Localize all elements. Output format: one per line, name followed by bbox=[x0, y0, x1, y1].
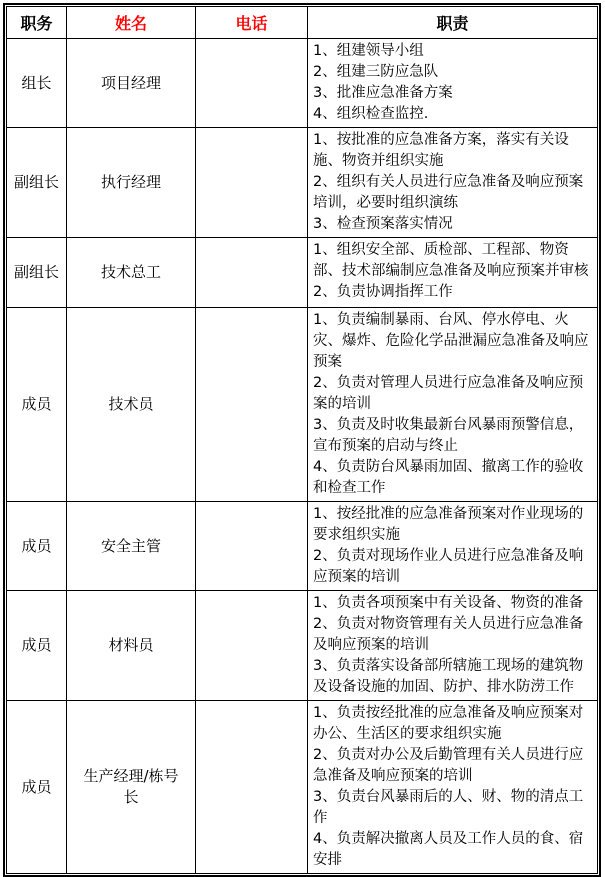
position-cell: 成员 bbox=[7, 308, 67, 502]
phone-cell bbox=[196, 701, 308, 874]
duty-item: 1、负责编制暴雨、台风、停水停电、火灾、爆炸、危险化学品泄漏应急准备及响应预案 bbox=[313, 312, 589, 370]
phone-cell bbox=[196, 39, 308, 128]
table-row bbox=[7, 39, 598, 128]
position-cell: 成员 bbox=[7, 591, 67, 701]
duty-item: 2、负责对物资管理有关人员进行应急准备及响应预案的培训 bbox=[313, 616, 584, 653]
duty-item: 3、负责落实设备部所辖施工现场的建筑物及设备设施的加固、防护、排水防涝工作 bbox=[313, 658, 584, 695]
duty-item: 3、负责台风暴雨后的人、财、物的清点工作 bbox=[313, 789, 584, 826]
header-position: 职务 bbox=[7, 7, 67, 39]
phone-cell bbox=[196, 308, 308, 502]
duty-item: 3、批准应急准备方案 bbox=[313, 85, 453, 101]
table-row bbox=[7, 128, 598, 238]
duty-item: 2、负责对办公及后勤管理有关人员进行应急准备及响应预案的培训 bbox=[313, 747, 584, 784]
duty-item: 2、负责对管理人员进行应急准备及响应预案的培训 bbox=[313, 375, 584, 412]
duties-cell bbox=[308, 308, 598, 502]
duty-item: 4、负责防台风暴雨加固、撤离工作的验收和检查工作 bbox=[313, 459, 584, 496]
table-row bbox=[7, 308, 598, 502]
table-row bbox=[7, 238, 598, 308]
table-row bbox=[7, 502, 598, 591]
phone-cell bbox=[196, 128, 308, 238]
name-cell: 执行经理 bbox=[67, 128, 196, 238]
duty-item: 1、组织安全部、质检部、工程部、物资部、技术部编制应急准备及响应预案并审核 bbox=[313, 242, 589, 279]
emergency-duty-table bbox=[6, 6, 598, 874]
duty-item: 2、组建三防应急队 bbox=[313, 64, 439, 80]
name-cell: 安全主管 bbox=[67, 502, 196, 591]
duties-cell bbox=[308, 39, 598, 128]
duty-item: 4、负责解决撤离人员及工作人员的食、宿安排 bbox=[313, 831, 584, 868]
duty-item: 4、组织检查监控. bbox=[313, 106, 429, 122]
emergency-duty-table-wrapper bbox=[3, 3, 601, 877]
duty-item: 3、检查预案落实情况 bbox=[313, 216, 453, 232]
position-cell: 成员 bbox=[7, 701, 67, 874]
duty-item: 1、按经批准的应急准备预案对作业现场的要求组织实施 bbox=[313, 506, 584, 543]
duty-item: 1、按批准的应急准备方案，落实有关设施、物资并组织实施 bbox=[313, 132, 569, 169]
header-phone: 电话 bbox=[196, 7, 308, 39]
header-name: 姓名 bbox=[67, 7, 196, 39]
phone-cell bbox=[196, 591, 308, 701]
duties-cell bbox=[308, 502, 598, 591]
name-cell: 材料员 bbox=[67, 591, 196, 701]
position-cell: 副组长 bbox=[7, 238, 67, 308]
duty-item: 2、负责对现场作业人员进行应急准备及响应预案的培训 bbox=[313, 548, 584, 585]
duties-cell bbox=[308, 591, 598, 701]
phone-cell bbox=[196, 502, 308, 591]
table-row bbox=[7, 591, 598, 701]
duties-cell bbox=[308, 128, 598, 238]
header-row bbox=[7, 7, 598, 39]
duty-item: 2、负责协调指挥工作 bbox=[313, 284, 453, 300]
duties-cell bbox=[308, 238, 598, 308]
duty-item: 1、组建领导小组 bbox=[313, 43, 424, 59]
duty-item: 1、负责各项预案中有关设备、物资的准备 bbox=[313, 595, 584, 611]
table-row bbox=[7, 701, 598, 874]
name-cell: 技术员 bbox=[67, 308, 196, 502]
duty-item: 3、负责及时收集最新台风暴雨预警信息，宣布预案的启动与终止 bbox=[313, 417, 584, 454]
position-cell: 副组长 bbox=[7, 128, 67, 238]
phone-cell bbox=[196, 238, 308, 308]
header-duty: 职责 bbox=[308, 7, 598, 39]
name-cell: 生产经理/栋号长 bbox=[67, 701, 196, 874]
name-cell: 技术总工 bbox=[67, 238, 196, 308]
duty-item: 1、负责按经批准的应急准备及响应预案对办公、生活区的要求组织实施 bbox=[313, 705, 584, 742]
duty-item: 2、组织有关人员进行应急准备及响应预案培训，必要时组织演练 bbox=[313, 174, 584, 211]
position-cell: 成员 bbox=[7, 502, 67, 591]
name-cell: 项目经理 bbox=[67, 39, 196, 128]
duties-cell bbox=[308, 701, 598, 874]
position-cell: 组长 bbox=[7, 39, 67, 128]
